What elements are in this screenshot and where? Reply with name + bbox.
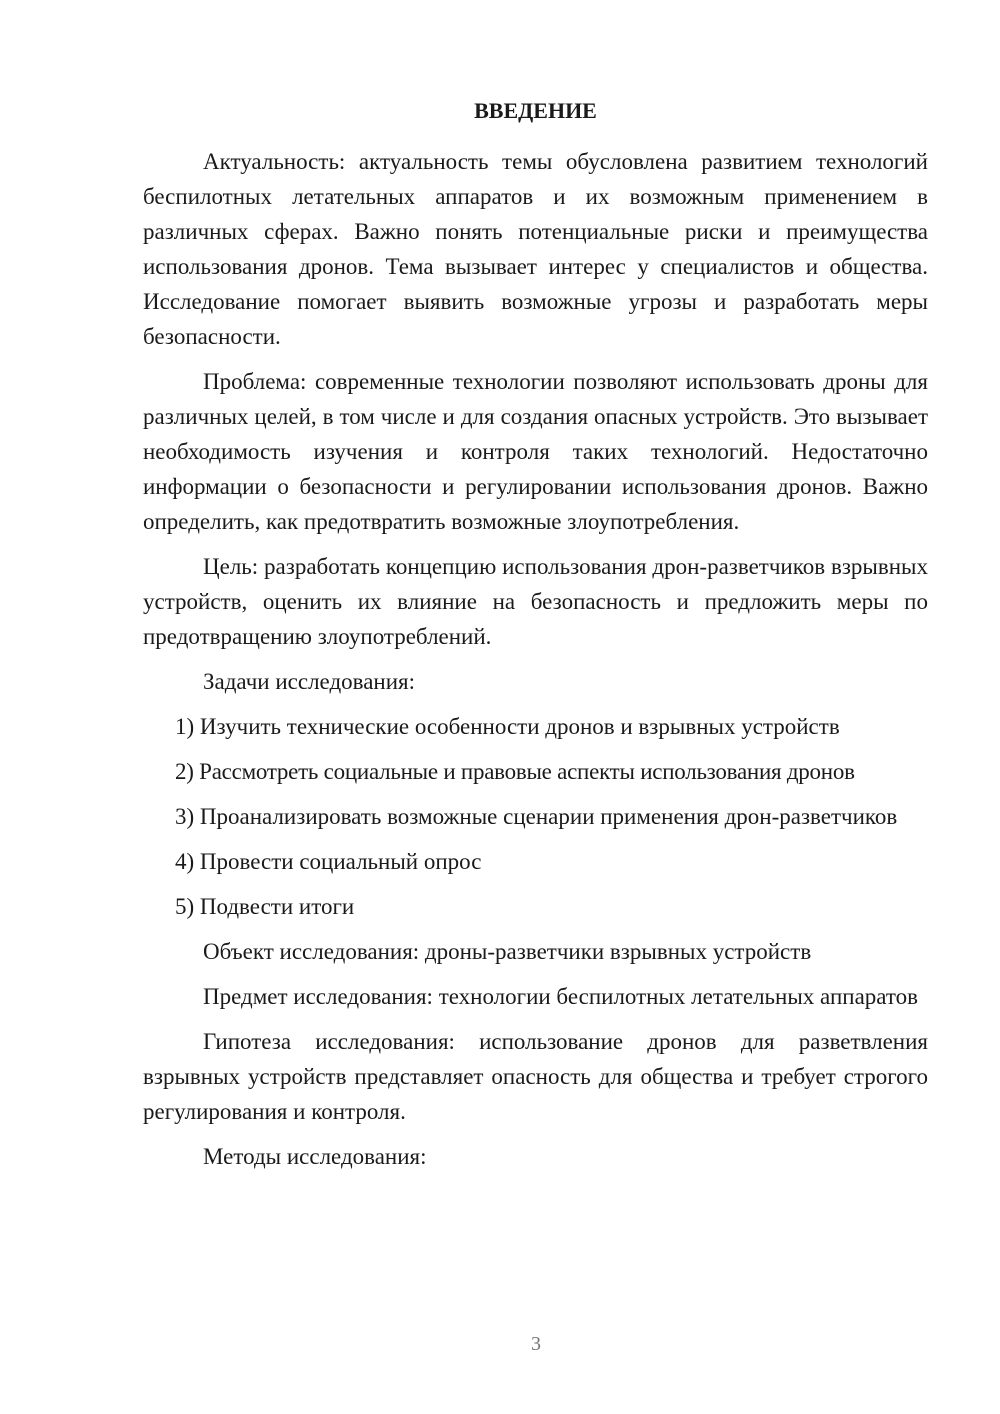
task-item-2: 2) Рассмотреть социальные и правовые аспекты использования дронов — [175, 759, 855, 784]
task-item-1: 1) Изучить технические особенности дронов и взрывных устройств — [175, 714, 840, 739]
page-number: 3 — [531, 1333, 541, 1355]
section-heading: ВВЕДЕНИЕ — [474, 98, 597, 123]
task-item-4: 4) Провести социальный опрос — [175, 849, 482, 874]
paragraph-object: Объект исследования: дроны-разветчики взрывных устройств — [203, 939, 812, 964]
document-page — [143, 96, 928, 1184]
paragraph-problem: Проблема: современные технологии позволяют использовать дроны для различных целей, в том числе и для создания опасных устройств. Это вызывает необходимость изучения и контроля таких технологий. Недостаточно информации о безопасности и регулировании использования дронов. Важно определить, как предотвратить возможные злоупотребления. — [143, 369, 928, 534]
paragraph-hypothesis: Гипотеза исследования: использование дронов для разветвления взрывных устройств представляет опасность для общества и требует строгого регулирования и контроля. — [143, 1029, 928, 1124]
paragraph-subject: Предмет исследования: технологии беспилотных летательных аппаратов — [203, 984, 918, 1009]
task-item-3: 3) Проанализировать возможные сценарии применения дрон-разветчиков — [175, 804, 898, 829]
paragraph-relevance: Актуальность: актуальность темы обусловлена развитием технологий беспилотных летательных аппаратов и их возможным применением в различных сферах. Важно понять потенциальные риски и преимущества использования дронов. Тема вызывает интерес у специалистов и общества. Исследование помогает выявить возможные угрозы и разработать меры безопасности. — [143, 149, 928, 349]
paragraph-goal: Цель: разработать концепцию использования дрон-разветчиков взрывных устройств, оценить их влияние на безопасность и предложить меры по предотвращению злоупотреблений. — [143, 554, 928, 649]
tasks-label: Задачи исследования: — [203, 669, 416, 694]
task-item-5: 5) Подвести итоги — [175, 894, 355, 919]
methods-label: Методы исследования: — [203, 1144, 427, 1169]
